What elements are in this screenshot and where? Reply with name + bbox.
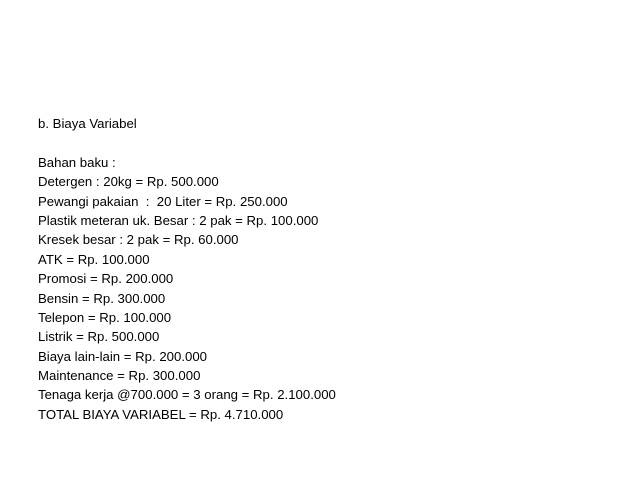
cost-item-promosi: Promosi = Rp. 200.000 [38, 271, 174, 287]
total-variable-cost: TOTAL BIAYA VARIABEL = Rp. 4.710.000 [38, 406, 284, 422]
materials-label: Bahan baku : [38, 154, 116, 170]
slide-content [38, 114, 618, 424]
cost-item-detergen: Detergen : 20kg = Rp. 500.000 [38, 174, 219, 190]
cost-item-listrik: Listrik = Rp. 500.000 [38, 329, 160, 345]
cost-item-pewangi: Pewangi pakaian : 20 Liter = Rp. 250.000 [38, 193, 288, 209]
cost-item-telepon: Telepon = Rp. 100.000 [38, 309, 172, 325]
cost-item-plastik: Plastik meteran uk. Besar : 2 pak = Rp. 100.000 [38, 212, 319, 228]
cost-item-tenaga-kerja: Tenaga kerja @700.000 = 3 orang = Rp. 2.100.000 [38, 387, 336, 403]
cost-item-kresek: Kresek besar : 2 pak = Rp. 60.000 [38, 232, 239, 248]
section-heading: b. Biaya Variabel [38, 116, 137, 131]
cost-item-maintenance: Maintenance = Rp. 300.000 [38, 368, 201, 384]
cost-item-atk: ATK = Rp. 100.000 [38, 251, 150, 267]
cost-item-lain-lain: Biaya lain-lain = Rp. 200.000 [38, 348, 207, 364]
cost-item-bensin: Bensin = Rp. 300.000 [38, 290, 166, 306]
spacer [38, 133, 618, 152]
